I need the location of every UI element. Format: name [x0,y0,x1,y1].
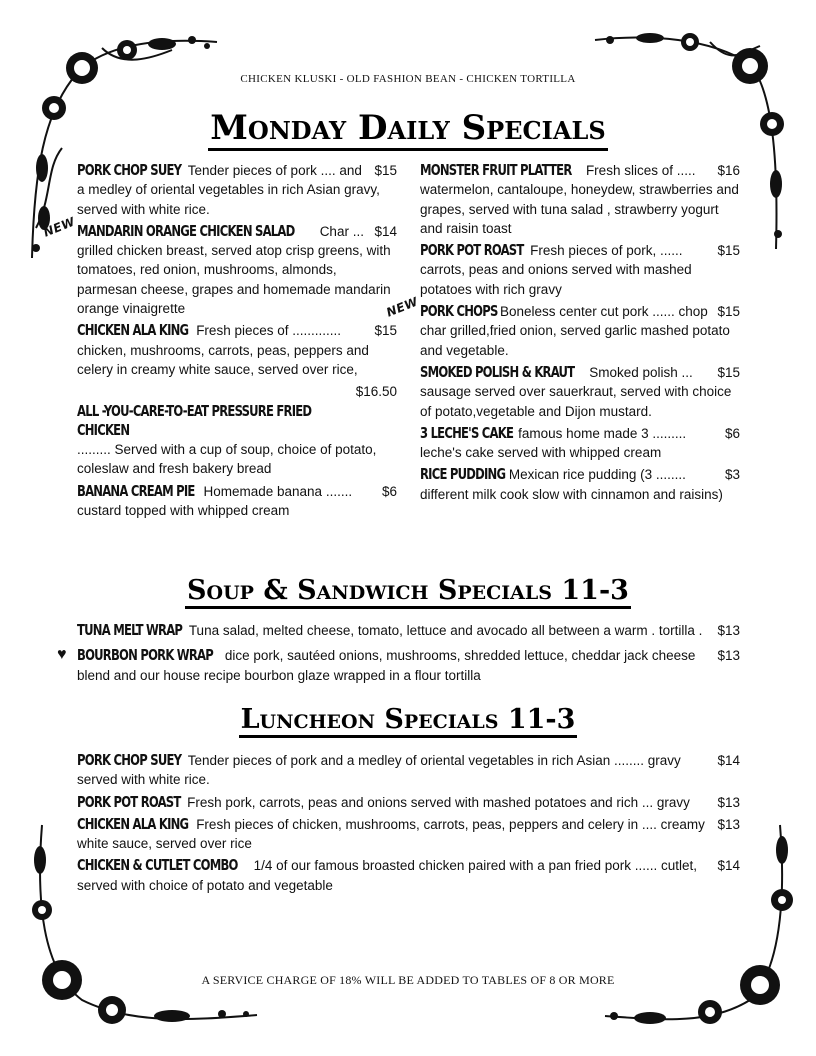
menu-item: $13 PORK POT ROAST Fresh pork, carrots, peas and onions served with mashed potatoes and rich ... gravy [77,792,740,811]
menu-item: ♥ $13 BOURBON PORK WRAP dice pork, sautéed onions, mushrooms, shredded lettuce, cheddar jack cheese blend and our house recipe bourbon glaze wrapped in a flour tortilla [57,646,740,683]
daily-specials-right-column [384,161,740,507]
menu-item: $16.50 ALL -YOU-CARE-TO-EAT PRESSURE FRIED CHICKEN ......... Served with a cup of soup, choice of potato, coleslaw and fresh bakery bread [77,384,397,477]
heart-icon: ♥ [57,646,67,664]
menu-item: $13 TUNA MELT WRAP Tuna salad, melted cheese, tomato, lettuce and avocado all between a warm . tortilla . [77,621,740,639]
menu-item: NEW $15 PORK CHOPS Boneless center cut pork ...... chop char grilled,fried onion, served garlic mashed potato and vegetable. [384,294,740,358]
new-badge: NEW [384,294,421,320]
menu-item: $13 CHICKEN ALA KING Fresh pieces of chicken, mushrooms, carrots, peas, peppers and celery in .... creamy white sauce, served over rice [77,814,740,852]
menu-item: $14 PORK CHOP SUEY Tender pieces of pork and a medley of oriental vegetables in rich Asian ........ gravy served with white rice. [77,751,740,788]
menu-item: $6 BANANA CREAM PIE Homemade banana ....... custard topped with whipped cream [77,481,397,519]
menu-item: $16 MONSTER FRUIT PLATTER Fresh slices of ..... watermelon, cantaloupe, honeydew, strawberries and grapes, served with tuna salad , strawberry yogurt and raisin toast [420,161,740,236]
luncheon-specials-title: Luncheon Specials 11-3 [0,704,816,735]
menu-item: NEW $14 MANDARIN ORANGE CHICKEN SALAD Char ... grilled chicken breast, served atop crisp greens, with tomatoes, red onion, mushrooms, almonds, parmesan cheese, grapes and homemade mandarin orange vinaigrette [41,214,397,317]
new-badge: NEW [41,214,78,240]
luncheon-list [77,751,740,898]
menu-item: $14 CHICKEN & CUTLET COMBO 1/4 of our famous broasted chicken paired with a pan fried pork ...... cutlet, served with choice of potato and vegetable [77,856,740,893]
menu-item: $15 CHICKEN ALA KING Fresh pieces of ............. chicken, mushrooms, carrots, peas, peppers and celery in creamy white sauce, served over rice, [77,321,397,377]
menu-item: $6 3 LECHE'S CAKE famous home made 3 ......... leche's cake served with whipped cream [420,423,740,461]
soup-sandwich-title: Soup & Sandwich Specials 11-3 [0,575,816,606]
daily-specials-left-column [41,161,397,523]
menu-item: $15 PORK CHOP SUEY Tender pieces of pork .... and a medley of oriental vegetables in rich Asian gravy, served with white rice. [77,161,397,217]
soups-of-the-day: CHICKEN KLUSKI - OLD FASHION BEAN - CHICKEN TORTILLA [240,73,576,85]
menu-item: $15 PORK POT ROAST Fresh pieces of pork, ...... carrots, peas and onions served with mashed potatoes with rich gravy [420,241,740,297]
menu-item: $3 RICE PUDDING Mexican rice pudding (3 ........ different milk cook slow with cinnamon and raisins) [420,465,740,502]
daily-specials-title: Monday Daily Specials [0,108,816,148]
soup-sandwich-list [57,621,740,688]
service-charge-notice: A SERVICE CHARGE OF 18% WILL BE ADDED TO TABLES OF 8 OR MORE [201,973,615,987]
menu-item: $15 SMOKED POLISH & KRAUT Smoked polish ... sausage served over sauerkraut, served with choice of potato,vegetable and Dijon mustard. [420,362,740,419]
